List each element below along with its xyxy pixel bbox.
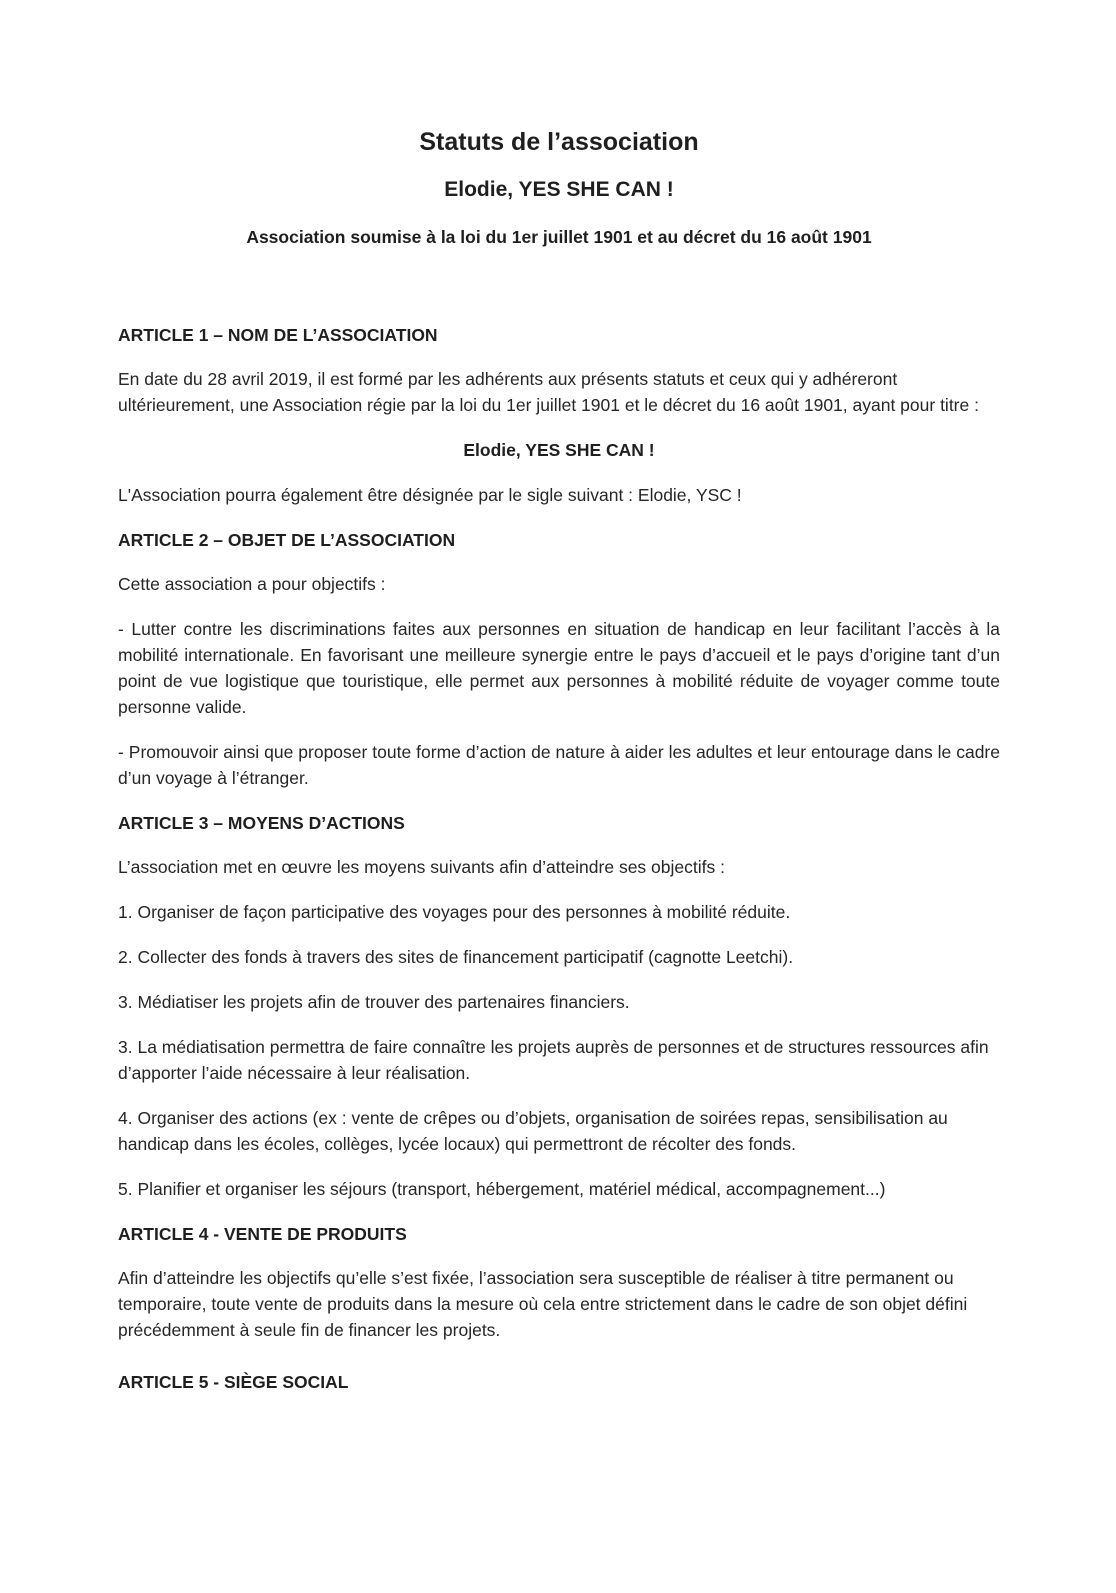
document-header [118,126,1000,250]
article-3-heading: ARTICLE 3 – MOYENS D’ACTIONS [118,813,405,833]
article-3-section [118,810,1000,1202]
objectives-intro-paragraph: Cette association a pour objectifs : [118,574,386,594]
means-intro-paragraph: L’association met en œuvre les moyens suivants afin d’atteindre ses objectifs : [118,857,725,877]
article-2-heading: ARTICLE 2 – OBJET DE L’ASSOCIATION [118,530,456,550]
law-reference-line: Association soumise à la loi du 1er juillet 1901 et au décret du 16 août 1901 [246,227,872,247]
article-4-section [118,1221,1000,1343]
means-item-5: 5. Planifier et organiser les séjours (transport, hébergement, matériel médical, accompagnement...) [118,1179,886,1199]
means-item-3bis: 3. La médiatisation permettra de faire connaître les projets auprès de personnes et de structures ressources afin d’apporter l’aide nécessaire à leur réalisation. [118,1037,989,1083]
association-name-centered: Elodie, YES SHE CAN ! [463,440,655,460]
article-1-intro-paragraph: En date du 28 avril 2019, il est formé par les adhérents aux présents statuts et ceux qui y adhéreront ultérieurement, une Association régie par la loi du 1er juillet 1901 et le décret du 16 août 1901, ayant pour titre : [118,369,979,415]
article-4-body-paragraph: Afin d’atteindre les objectifs qu’elle s’est fixée, l’association sera susceptible de réaliser à titre permanent ou temporaire, toute vente de produits dans la mesure où cela entre strictement dans le cadre de son objet défini précédemment à seule fin de financer les projets. [118,1268,968,1340]
association-sigle-paragraph: L'Association pourra également être désignée par le sigle suivant : Elodie, YSC ! [118,485,742,505]
article-1-heading: ARTICLE 1 – NOM DE L’ASSOCIATION [118,325,438,345]
document-title: Statuts de l’association [419,128,699,156]
article-4-heading: ARTICLE 4 - VENTE DE PRODUITS [118,1224,407,1244]
article-2-section [118,527,1000,791]
document-subtitle: Elodie, YES SHE CAN ! [444,178,674,201]
article-5-heading: ARTICLE 5 - SIÈGE SOCIAL [118,1372,349,1392]
article-1-section [118,322,1000,508]
means-item-4: 4. Organiser des actions (ex : vente de crêpes ou d’objets, organisation de soirées repas, sensibilisation au handicap dans les écoles, collèges, lycée locaux) qui permettront de récolter des fonds. [118,1108,948,1154]
means-item-2: 2. Collecter des fonds à travers des sites de financement participatif (cagnotte Leetchi). [118,947,794,967]
means-item-3: 3. Médiatiser les projets afin de trouver des partenaires financiers. [118,992,630,1012]
means-item-1: 1. Organiser de façon participative des voyages pour des personnes à mobilité réduite. [118,902,791,922]
objective-discriminations-paragraph: - Lutter contre les discriminations faites aux personnes en situation de handicap en leur facilitant l’accès à la mobilité internationale. En favorisant une meilleure synergie entre le pays d’accueil et le pays d’origine tant d’un point de vue logistique que touristique, elle permet aux personnes à mobilité réduite de voyager comme toute personne valide. [118,619,1000,717]
article-5-section [118,1369,1000,1395]
objective-promouvoir-paragraph: - Promouvoir ainsi que proposer toute forme d’action de nature à aider les adultes et leur entourage dans le cadre d’un voyage à l’étranger. [118,742,1000,788]
